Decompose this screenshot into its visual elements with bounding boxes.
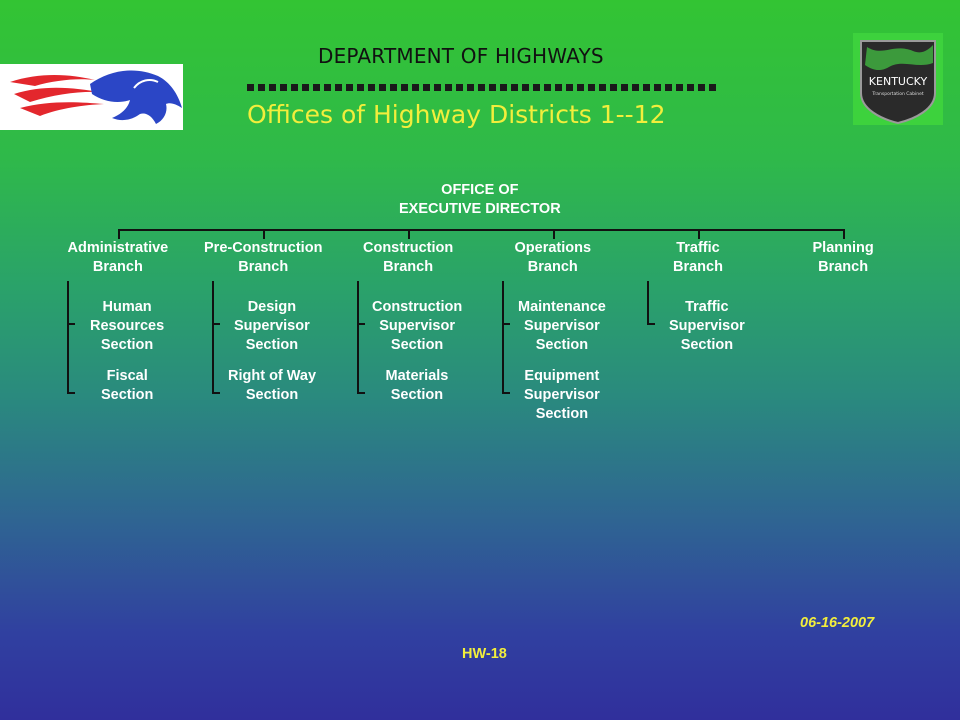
section-node: Fiscal Section [101,368,154,403]
section-tick [502,392,510,394]
section-tick [647,323,655,325]
branch-connector [553,229,555,239]
section-connector [647,281,649,325]
shield-logo-icon [853,33,943,125]
section-node: Right of Way Section [228,368,317,403]
section-node: Materials Section [385,368,449,403]
branch-connector [698,229,700,239]
section-connector [212,281,214,394]
date-label: 06-16-2007 [800,615,875,631]
kentucky-transportation-logo [853,33,943,125]
page-code: HW-18 [462,646,507,662]
branch-node: Construction Branch [363,240,454,275]
logo-word: KENTUCKY [868,75,928,88]
branch-node: Operations Branch [514,240,592,275]
branch-connector [263,229,265,239]
logo-tagline: Transportation Cabinet [872,92,924,97]
section-connector [67,281,69,394]
section-tick [212,392,220,394]
section-tick [502,323,510,325]
branch-connector [843,229,845,239]
branch-node: Administrative Branch [67,240,169,275]
section-tick [67,323,75,325]
page-subtitle: Offices of Highway Districts 1--12 [247,100,666,129]
branch-connector [408,229,410,239]
section-connector [357,281,359,394]
branch-node: Planning Branch [812,240,874,275]
department-title: DEPARTMENT OF HIGHWAYS [318,44,604,68]
section-tick [357,323,365,325]
section-tick [67,392,75,394]
section-node: Human Resources Section [90,299,165,353]
branch-connector [118,229,120,239]
section-connector [502,281,504,394]
section-tick [212,323,220,325]
section-node: Maintenance Supervisor Section [518,299,606,353]
horse-logo-icon [0,64,183,130]
section-node: Equipment Supervisor Section [524,368,600,422]
section-node: Design Supervisor Section [234,299,310,353]
org-bus-line [118,229,845,231]
branch-node: Pre-Construction Branch [204,240,323,275]
kentucky-horse-logo [0,64,183,130]
dashed-divider [247,84,719,91]
branch-node: Traffic Branch [673,240,723,275]
section-node: Construction Supervisor Section [372,299,463,353]
section-node: Traffic Supervisor Section [669,299,745,353]
org-root-node: OFFICE OF EXECUTIVE DIRECTOR [399,182,561,217]
section-tick [357,392,365,394]
